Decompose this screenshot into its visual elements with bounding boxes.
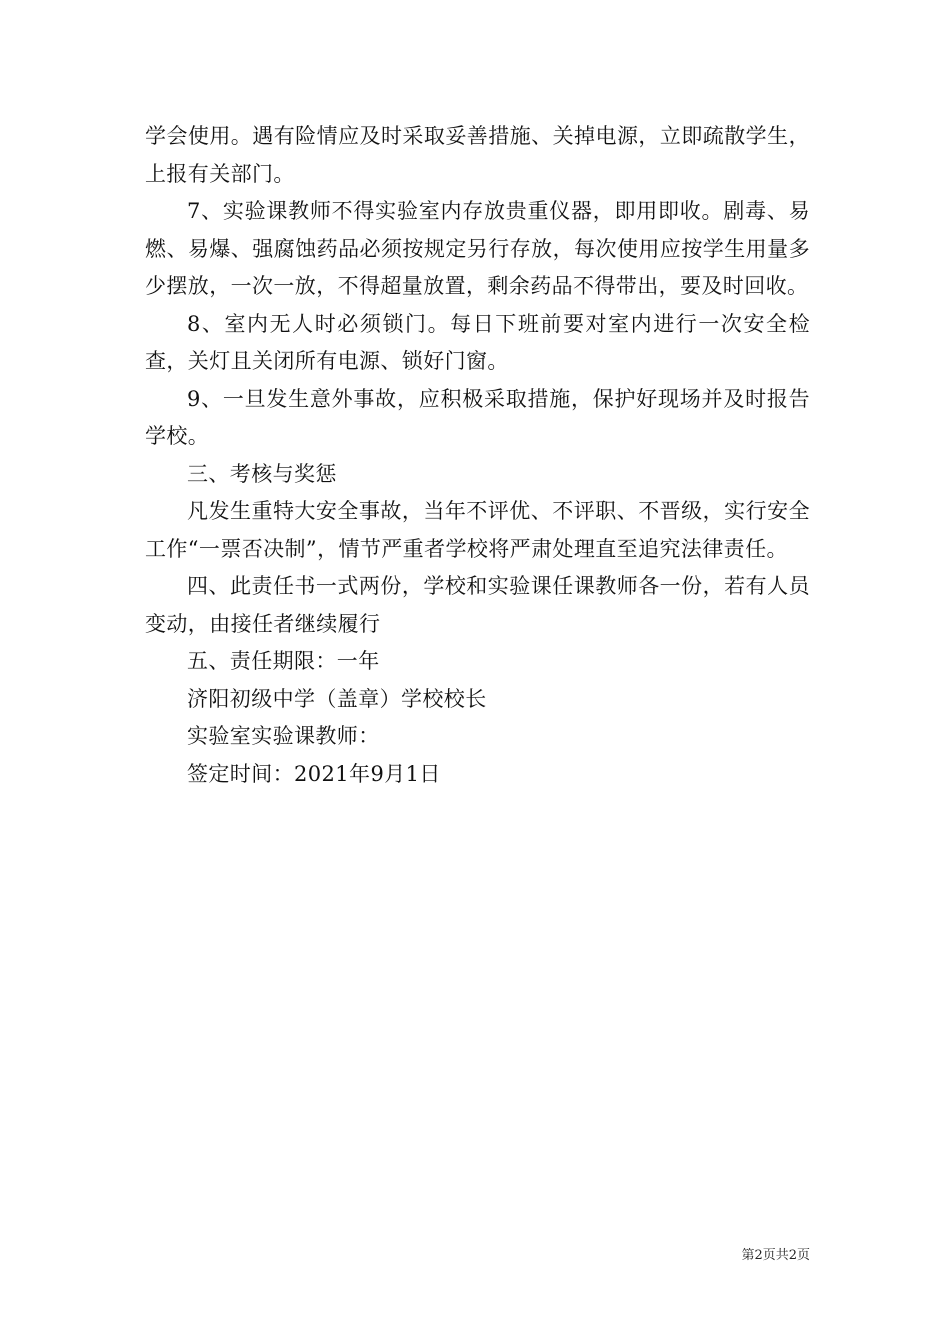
- section-term: 五、责任期限：一年: [187, 649, 380, 673]
- section-copies: 四、此责任书一式两份，学校和实验课任课教师各一份，若有人员变动，由接任者继续履行: [145, 574, 810, 636]
- paragraph-item-9: 9、一旦发生意外事故，应积极采取措施，保护好现场并及时报告学校。: [145, 386, 810, 448]
- section-heading-assessment: 三、考核与奖惩: [187, 461, 337, 486]
- paragraph-penalty: 凡发生重特大安全事故，当年不评优、不评职、不晋级，实行安全工作“一票否决制”，情节严重者学校将严肃处理直至追究法律责任。: [145, 499, 810, 561]
- page-number: 第2页共2页: [741, 1248, 810, 1263]
- signing-date: 签定时间：2021年9月1日: [187, 761, 441, 786]
- paragraph-item-8: 8、室内无人时必须锁门。每日下班前要对室内进行一次安全检查，关灯且关闭所有电源、锁好门窗。: [145, 311, 810, 373]
- paragraph-item-7: 7、实验课教师不得实验室内存放贵重仪器，即用即收。剧毒、易燃、易爆、强腐蚀药品必须按规定另行存放，每次使用应按学生用量多少摆放，一次一放，不得超量放置，剩余药品不得带出，要及时回收。: [145, 199, 810, 298]
- document-body: [145, 118, 810, 793]
- signature-teacher: 实验室实验课教师：: [187, 724, 380, 748]
- paragraph-safety-measures-cont: 学会使用。遇有险情应及时采取妥善措施、关掉电源，立即疏散学生，上报有关部门。: [145, 124, 810, 186]
- signature-school: 济阳初级中学（盖章）学校校长: [187, 686, 487, 711]
